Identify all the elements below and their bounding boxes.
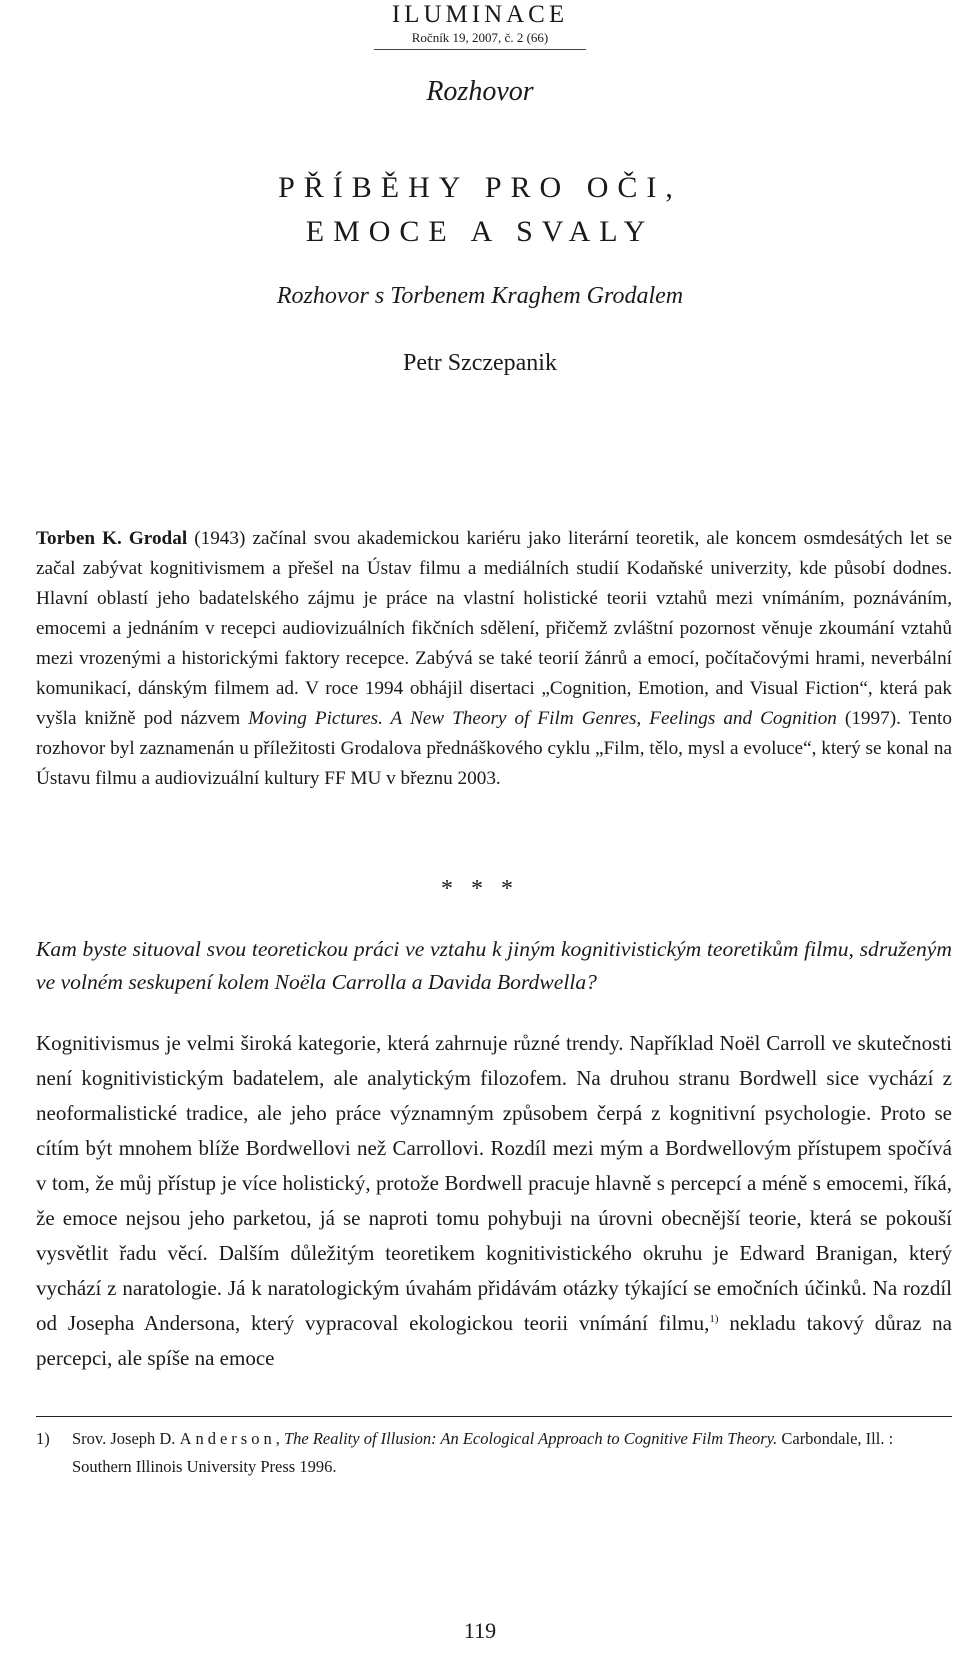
intro-paragraph: [36, 524, 952, 794]
intro-lead-name: Torben K. Grodal: [36, 528, 188, 549]
footnote-text: [72, 1425, 952, 1481]
intro-text-1: (1943) začínal svou akademickou kariéru jako literární teoretik, ale koncem osmdesátých let se začal zabývat kognitivismem a přešel na Ústav filmu a mediálních studií Kodaňské univerzity, kde působí dodnes. Hlavní oblastí jeho badatelského zájmu je práce na vlastní holistické teorii vztahů mezi vnímáním, poznáváním, emocemi a jednáním v recepci audiovizuálních fikčních sdělení, přičemž zvláštní pozornost věnuje zkoumání vztahů mezi vrozenými a historickými faktory recepce. Zabývá se také teorií žánrů a emocí, počítačovými hrami, neverbální komunikací, dánským filmem ad. V roce 1994 obhájil disertaci „Cognition, Emotion, and Visual Fiction“, která pak vyšla knižně pod názvem: [36, 528, 952, 729]
article-title: [0, 166, 960, 254]
journal-name: ILUMINACE: [391, 1, 569, 28]
journal-volume: Ročník 19, 2007, č. 2 (66): [411, 30, 549, 45]
footnote-rest: Carbondale, Ill. : Southern Illinois University Press 1996.: [72, 1429, 894, 1476]
section-separator: * * *: [441, 876, 519, 902]
header-rule: [374, 49, 586, 50]
footnote-book-title: The Reality of Illusion: An Ecological Approach to Cognitive Film Theory.: [283, 1429, 778, 1448]
title-line-2: EMOCE A SVALY: [305, 215, 655, 248]
interview-answer: [36, 1026, 952, 1376]
footnote-comma: ,: [275, 1429, 284, 1448]
footnote-number: 1): [36, 1429, 50, 1448]
footnote-rule: [36, 1416, 952, 1417]
footnote: [36, 1425, 952, 1481]
intro-book-title: Moving Pictures. A New Theory of Film Genres, Feelings and Cognition: [248, 708, 837, 729]
footnote-prefix: Srov. Joseph D.: [72, 1429, 180, 1448]
article-subtitle: Rozhovor s Torbenem Kraghem Grodalem: [276, 283, 684, 309]
journal-header: [0, 0, 960, 50]
title-line-1: PŘÍBĚHY PRO OČI,: [278, 171, 682, 204]
footnote-author-name: Anderson: [179, 1429, 276, 1448]
interview-question: Kam byste situoval svou teoretickou práci ve vztahu k jiným kognitivistickým teoretikům filmu, sdruženým ve volném seskupení kolem Noëla Carrolla a Davida Bordwella?: [36, 937, 952, 994]
answer-text-2: nekladu takový důraz na percepci, ale spíše na emoce: [36, 1311, 952, 1370]
page-number: 119: [463, 1618, 497, 1643]
article-author: Petr Szczepanik: [403, 350, 557, 376]
intro-text-2: (1997). Tento rozhovor byl zaznamenán u příležitosti Grodalova přednáškového cyklu „Film, tělo, mysl a evoluce“, který se konal na Ústavu filmu a audiovizuální kultury FF MU v březnu 2003.: [36, 708, 952, 789]
article-genre: Rozhovor: [426, 76, 534, 107]
answer-text-1: Kognitivismus je velmi široká kategorie, která zahrnuje různé trendy. Například Noël Carroll ve skutečnosti není kognitivistickým badatelem, ale analytickým filozofem. Na druhou stranu Bordwell sice vychází z neoformalistické tradice, ale jeho práce významným způsobem čerpá z kognitivní psychologie. Proto se cítím být mnohem blíže Bordwellovi než Carrollovi. Rozdíl mezi mým a Bordwellovým přístupem spočívá v tom, že můj přístup je více holistický, protože Bordwell pracuje hlavně s percepcí a méně s emocemi, říká, že emoce nejsou jeho parketou, já se naproti tomu pohybuji na úrovni obecnější teorie, která se pokouší vysvětlit řadu věcí. Dalším důležitým teoretikem kognitivistického okruhu je Edward Branigan, který vychází z naratologie. Já k naratologickým úvahám přidávám otázky týkající se emočních účinků. Na rozdíl od Josepha Andersona, který vypracoval ekologickou teorii vnímání filmu,: [36, 1031, 952, 1335]
footnote-reference[interactable]: 1): [709, 1313, 719, 1325]
